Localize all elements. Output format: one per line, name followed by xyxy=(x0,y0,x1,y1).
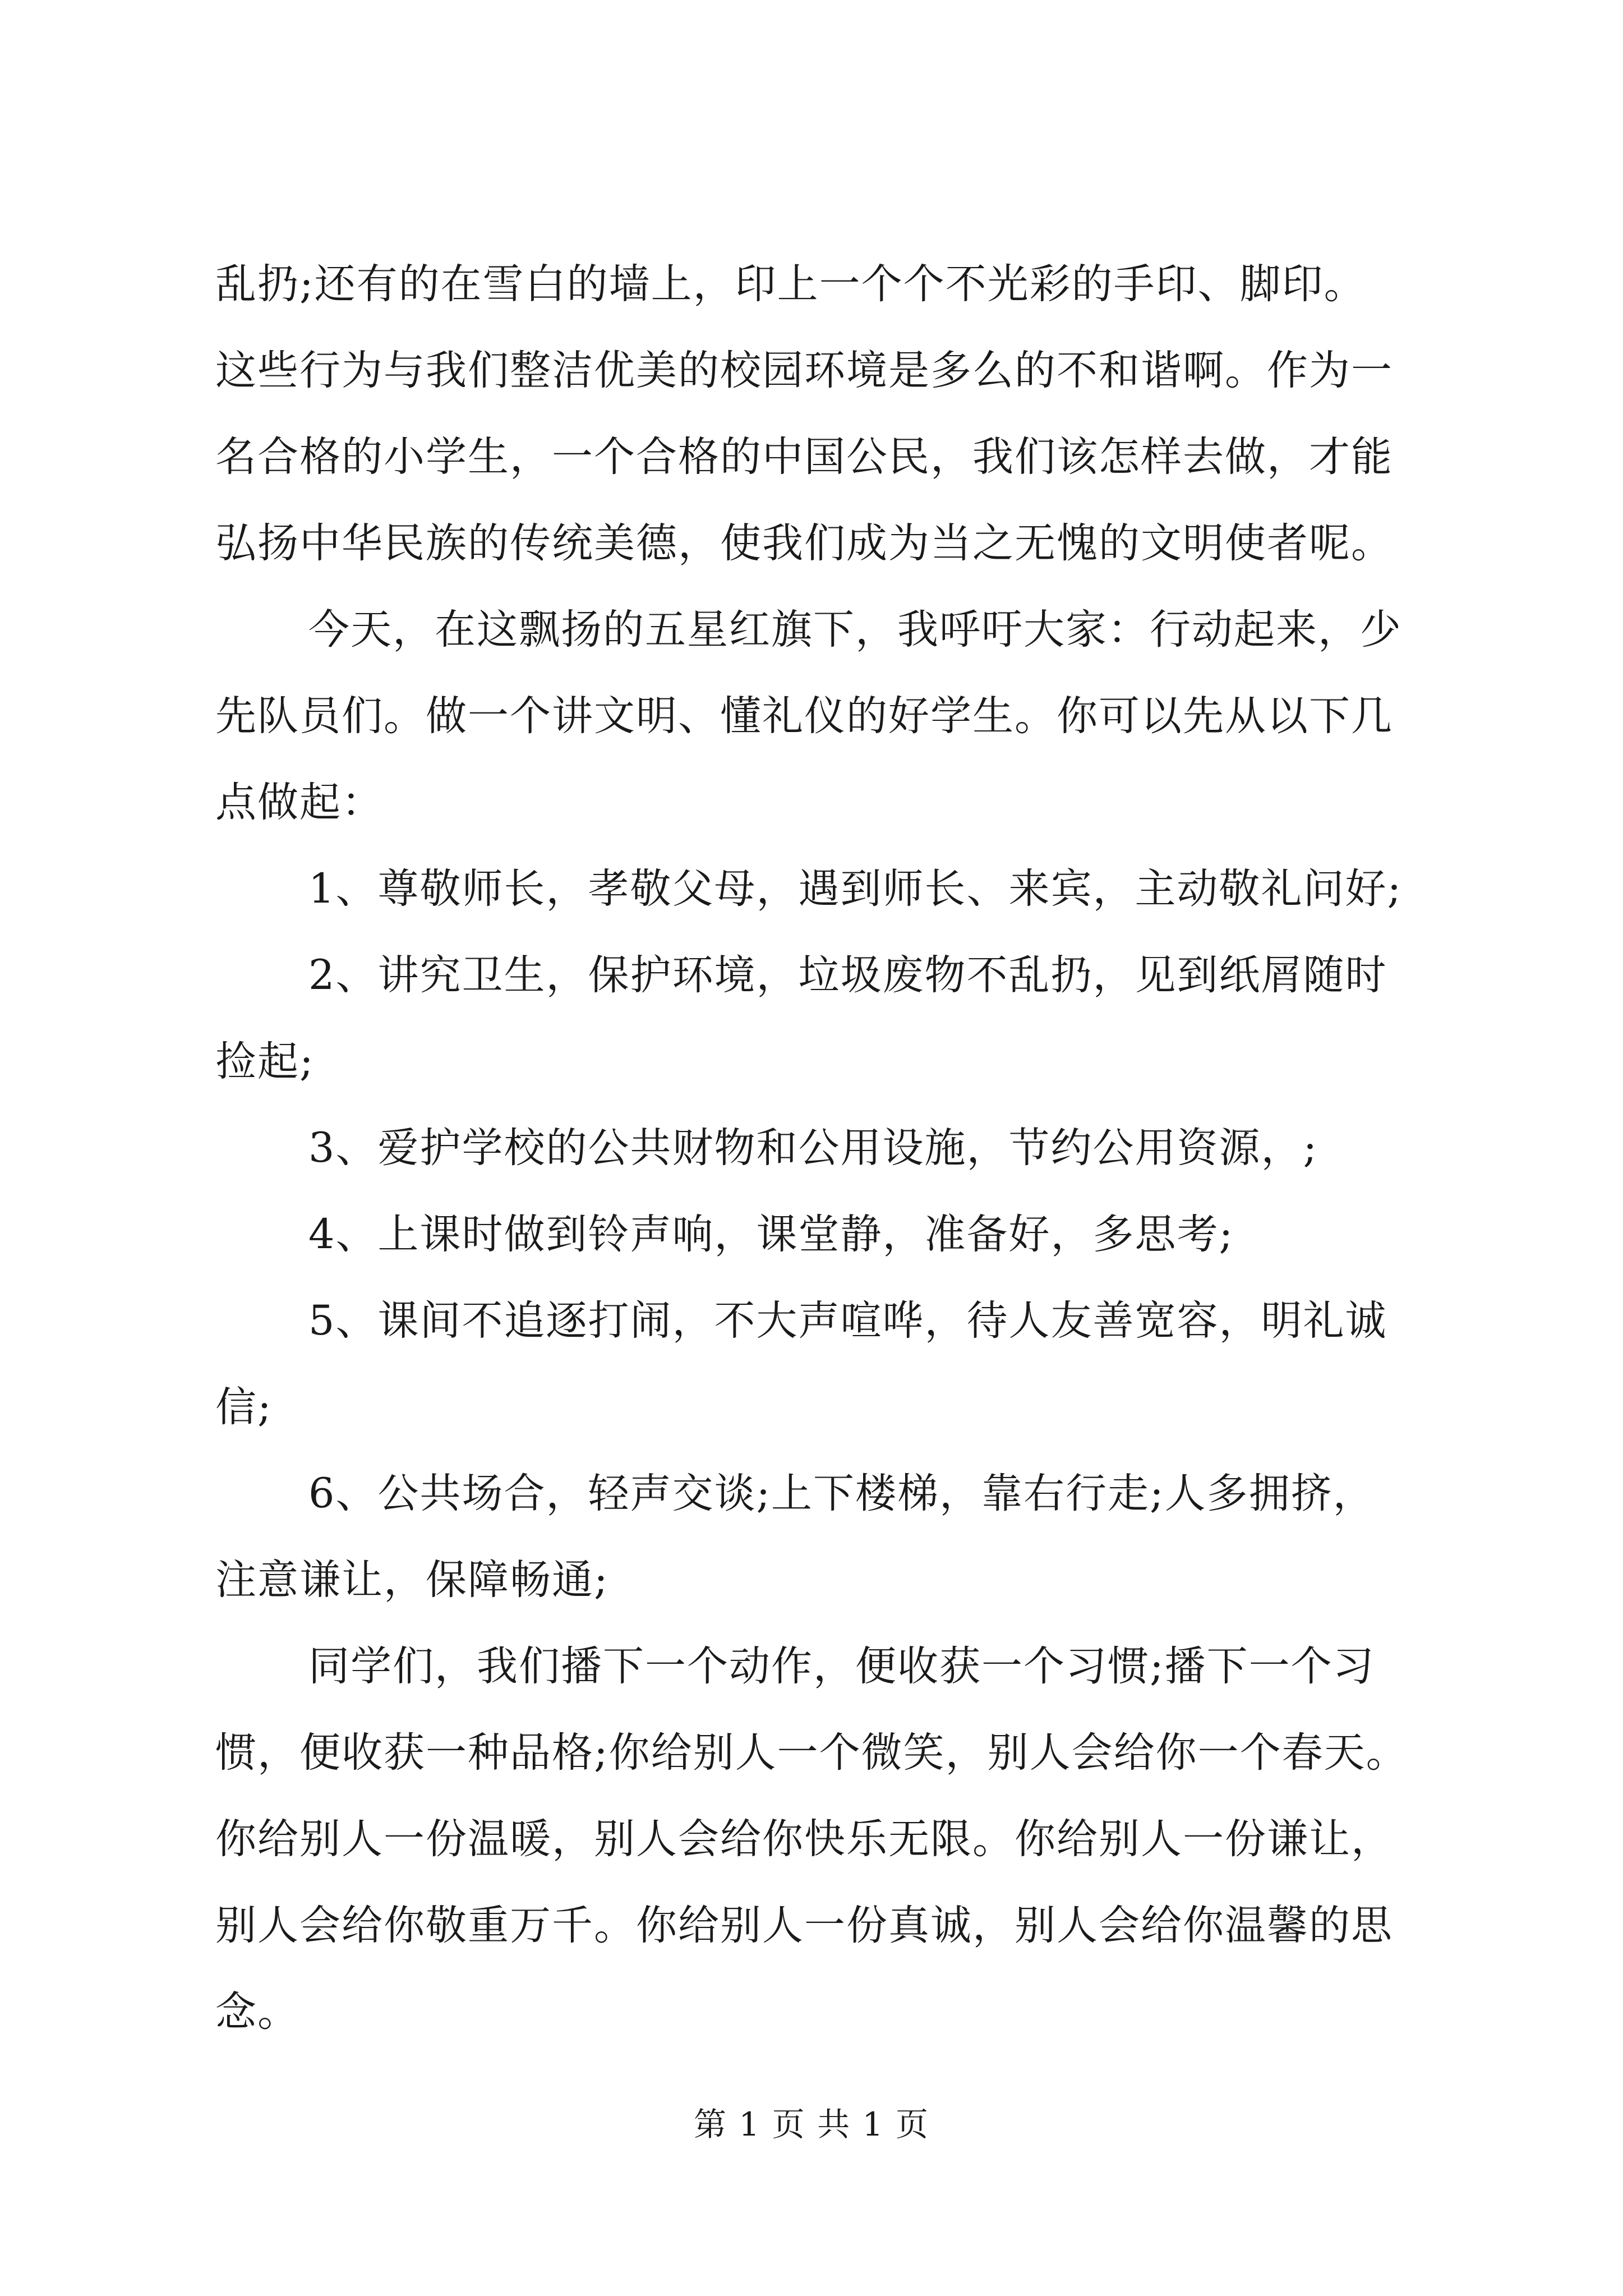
text-line: 名合格的小学生，一个合格的中国公民，我们该怎样去做，才能 xyxy=(215,433,1393,481)
list-item: 1、尊敬师长，孝敬父母，遇到师长、来宾，主动敬礼问好; xyxy=(308,865,1403,913)
text-line: 先队员们。做一个讲文明、懂礼仪的好学生。你可以先从以下几 xyxy=(215,692,1393,740)
text-line: 这些行为与我们整洁优美的校园环境是多么的不和谐啊。作为一 xyxy=(215,347,1393,394)
text-line: 同学们，我们播下一个动作，便收获一个习惯;播下一个习 xyxy=(308,1642,1375,1690)
text-line: 念。 xyxy=(215,1988,299,2036)
text-line: 别人会给你敬重万千。你给别人一份真诚，别人会给你温馨的思 xyxy=(215,1902,1393,1949)
list-item: 3、爱护学校的公共财物和公用设施，节约公用资源，; xyxy=(308,1124,1318,1172)
page-footer: 第 1 页 共 1 页 xyxy=(694,2105,929,2143)
list-item: 4、上课时做到铃声响，课堂静，准备好，多思考; xyxy=(308,1211,1234,1258)
text-line: 今天，在这飘扬的五星红旗下，我呼吁大家：行动起来，少 xyxy=(308,606,1402,654)
document-body xyxy=(215,241,1415,2055)
text-line: 注意谦让，保障畅通; xyxy=(215,1556,609,1604)
list-item: 5、课间不追逐打闹，不大声喧哗，待人友善宽容，明礼诚 xyxy=(308,1297,1387,1345)
text-line: 信; xyxy=(215,1383,273,1431)
text-line: 点做起： xyxy=(215,779,384,826)
list-item: 2、讲究卫生，保护环境，垃圾废物不乱扔，见到纸屑随时 xyxy=(308,951,1387,999)
text-line: 惯，便收获一种品格;你给别人一个微笑，别人会给你一个春天。 xyxy=(215,1729,1408,1777)
text-line: 你给别人一份温暖，别人会给你快乐无限。你给别人一份谦让， xyxy=(215,1815,1393,1863)
list-item: 6、公共场合，轻声交谈;上下楼梯，靠右行走;人多拥挤， xyxy=(308,1470,1375,1517)
text-line: 乱扔;还有的在雪白的墙上，印上一个个不光彩的手印、脚印。 xyxy=(215,260,1366,308)
text-line: 弘扬中华民族的传统美德，使我们成为当之无愧的文明使者呢。 xyxy=(215,519,1393,567)
text-line: 捡起; xyxy=(215,1038,315,1085)
